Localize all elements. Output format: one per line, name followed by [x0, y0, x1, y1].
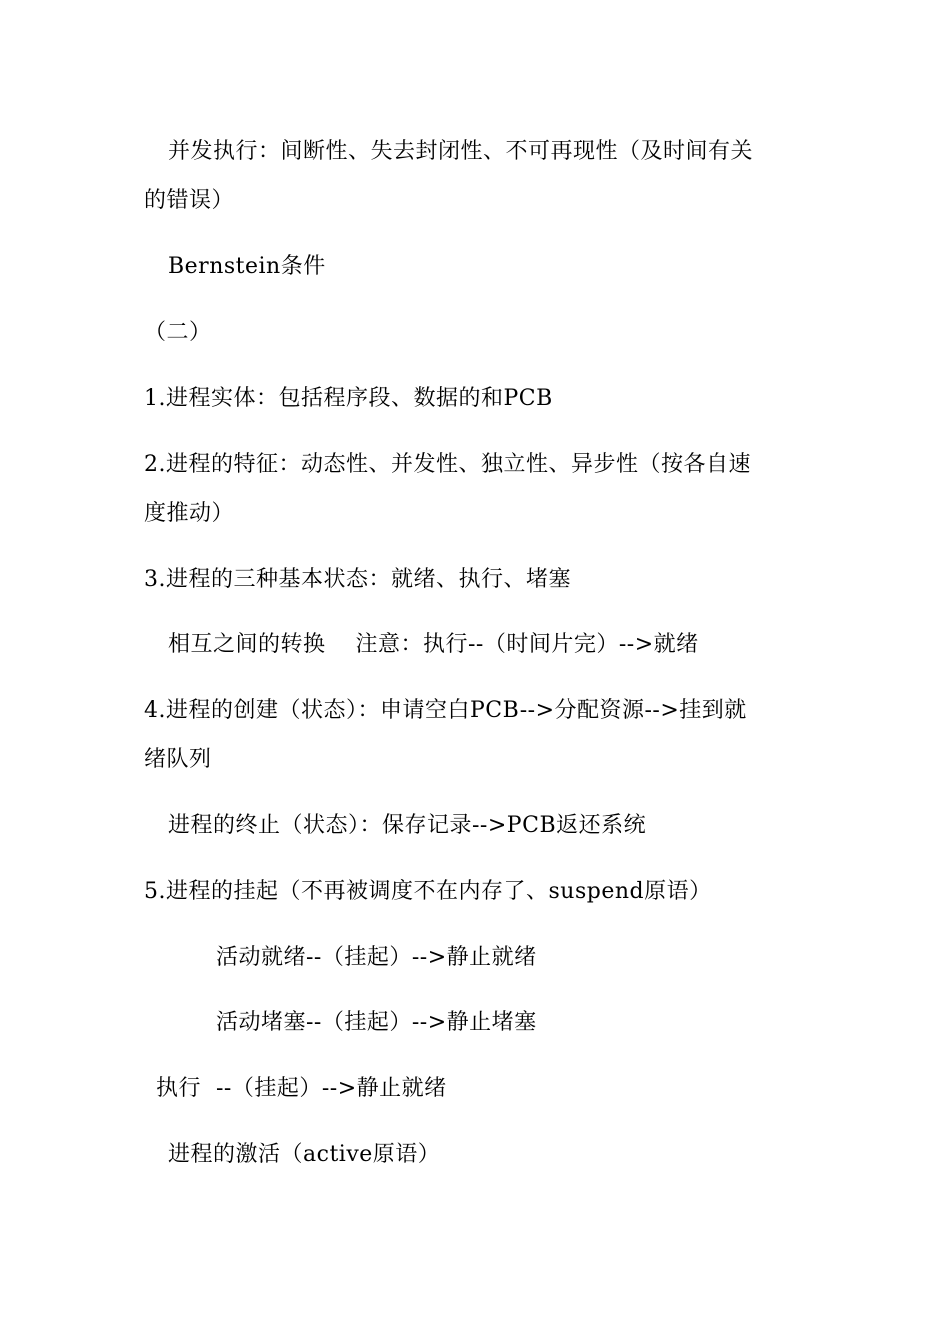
- text-line-process-creation-cont: 绪队列: [144, 747, 212, 772]
- text-line-basic-states: 3.进程的三种基本状态：就绪、执行、堵塞: [144, 567, 571, 592]
- text-line-state-transitions: 相互之间的转换 注意：执行--（时间片完）-->就绪: [168, 632, 699, 657]
- text-line-process-entity: 1.进程实体：包括程序段、数据的和PCB: [144, 386, 553, 411]
- text-line-active-blocked: 活动堵塞--（挂起）-->静止堵塞: [216, 1010, 537, 1035]
- text-line-executing: 执行 --（挂起）-->静止就绪: [156, 1076, 447, 1101]
- text-line-process-activation: 进程的激活（active原语）: [168, 1142, 441, 1167]
- text-line-concurrent-execution: 并发执行：间断性、失去封闭性、不可再现性（及时间有关: [168, 139, 754, 164]
- text-line-process-features: 2.进程的特征：动态性、并发性、独立性、异步性（按各自速: [144, 452, 751, 477]
- text-line-concurrent-execution-cont: 的错误）: [144, 188, 235, 213]
- text-line-process-creation: 4.进程的创建（状态）：申请空白PCB-->分配资源-->挂到就: [144, 698, 747, 723]
- text-line-process-features-cont: 度推动）: [144, 501, 235, 526]
- text-line-active-ready: 活动就绪--（挂起）-->静止就绪: [216, 945, 537, 970]
- section-heading-two: （二）: [144, 320, 212, 345]
- text-line-bernstein: Bernstein条件: [168, 254, 326, 279]
- text-line-process-termination: 进程的终止（状态）：保存记录-->PCB返还系统: [168, 813, 647, 838]
- text-line-process-suspend: 5.进程的挂起（不再被调度不在内存了、suspend原语）: [144, 879, 712, 904]
